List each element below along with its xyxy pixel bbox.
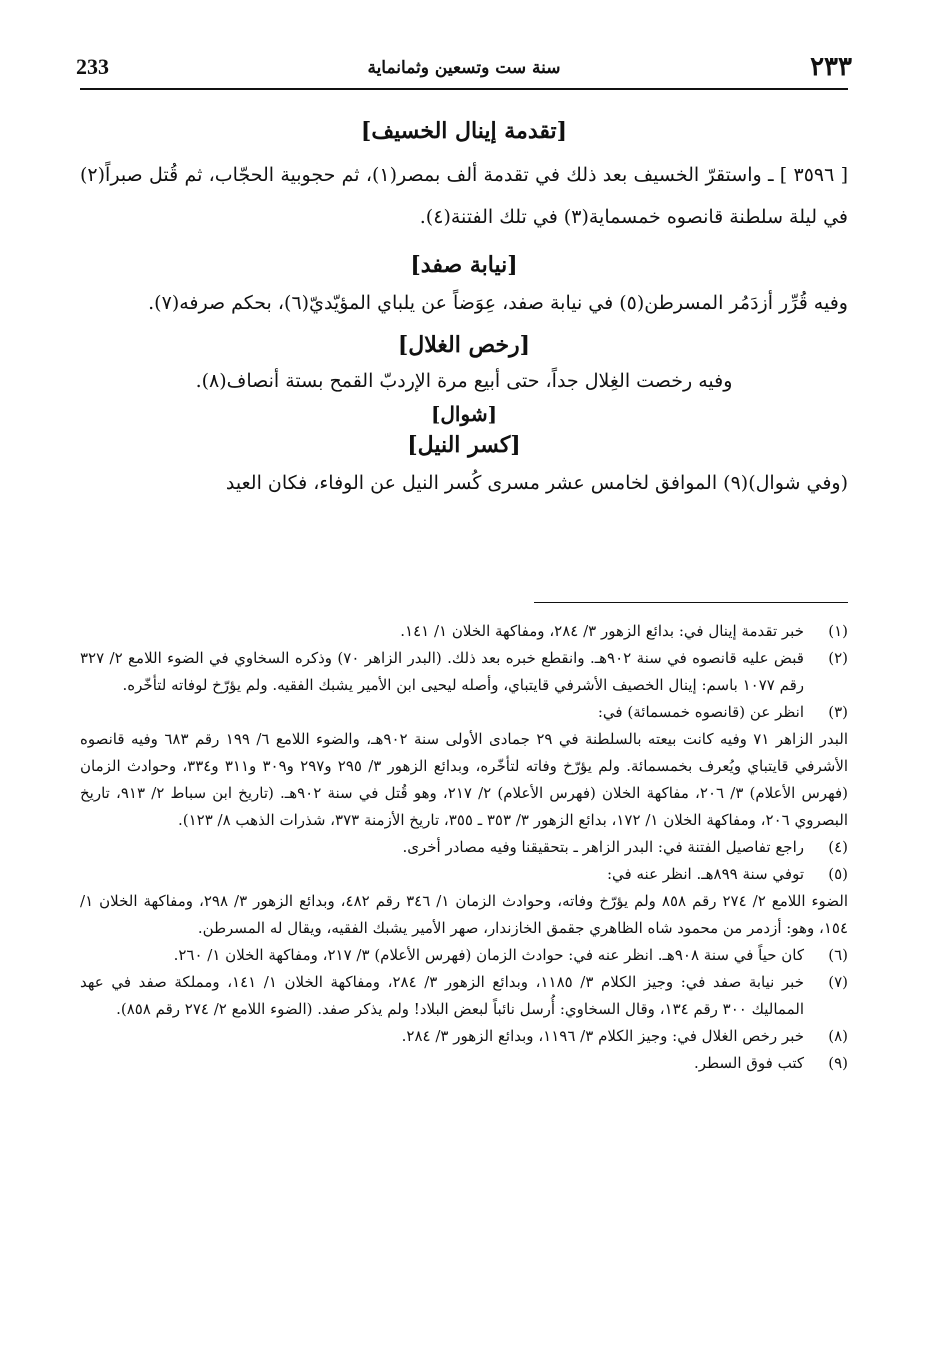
page-number-arabic: ٢٣٣	[810, 52, 852, 82]
entry-paragraph: [ ٣٥٩٦ ] ـ واستقرّ الخسيف بعد ذلك في تقدمة ألف بمصر(١)، ثم حجوبية الحجّاب، ثم قُتل صبراً(٢) في ليلة سلطنة قانصوه خمسماية(٣) في تلك الفتنة(٤).	[80, 164, 849, 228]
footnote	[80, 834, 848, 861]
footnote	[80, 1023, 848, 1050]
footnote	[80, 645, 848, 699]
main-text	[80, 110, 848, 504]
page-header	[76, 52, 852, 90]
footnote	[80, 699, 848, 726]
footnote-text: راجع تفاصيل الفتنة في: البدر الزاهر ـ بتحقيقنا وفيه مصادر أخرى.	[402, 838, 804, 856]
page-number-latin: 233	[76, 54, 109, 79]
footnote-text: خبر نيابة صفد في: وجيز الكلام ٣/ ١١٨٥، وبدائع الزهور ٣/ ٢٨٤، ومفاكهة الخلان ١/ ١٤١، ومملكة صفد في عهد المماليك ٣٠٠ رقم ١٣٤، وقال السخاوي: أُرسل نائباً لبعض البلاد! ولم يذكر صفد. (الضوء اللامع ٢/ ٢٧٤ رقم ٨٥٨).	[80, 973, 804, 1018]
section-title: [تقدمة إينال الخسيف]	[360, 118, 568, 144]
footnote-text: انظر عن (قانصوه خمسمائة) في:	[597, 703, 804, 721]
footnote-number: (٧)	[828, 973, 848, 991]
footnotes	[80, 618, 848, 1077]
running-title: سنة ست وتسعين وثمانماية	[367, 58, 561, 78]
footnote-text: البدر الزاهر ٧١ وفيه كانت بيعته بالسلطنة في ٢٩ جمادى الأولى سنة ٩٠٢هـ، والضوء اللامع ٦/ ١٩٩ رقم ٦٨٣ وفيه قانصوه الأشرفي قايتباي ويُعرف بخمسمائة. ولم يؤرّخ وفاته لتأخّره، وبدائع الزهور ٣/ ٢٩٥ و٢٩٧ و٣٠٩ و٣١١ و٣٣٤، وحوادث الزمان (فهرس الأعلام) ٣/ ٢٠٦، مفاكهة الخلان (فهرس الأعلام) ٢/ ٢١٧، وهو قُتل في سنة ٩٠٢هـ. (تاريخ ابن سباط ٢/ ٩١٣، تاريخ البصروي ٢٠٦، ومفاكهة الخلان ١/ ١٧٢، بدائع الزهور ٣/ ٣٥٣ ـ ٣٥٥، تاريخ الأزمنة ٣٧٣، شذرات الذهب ٨/ ١٢٣).	[80, 730, 849, 829]
footnote-separator	[534, 602, 848, 603]
footnote	[80, 1050, 848, 1077]
section-paragraph: وفيه رخصت الغِلال جداً، حتى أبيع مرة الإردبّ القمح بستة أنصاف(٨).	[195, 370, 733, 392]
footnote-number: (٨)	[828, 1027, 848, 1045]
footnote	[80, 861, 848, 888]
footnote	[80, 969, 848, 1023]
footnote-continuation	[80, 888, 848, 942]
footnote-text: الضوء اللامع ٢/ ٢٧٤ رقم ٨٥٨ ولم يؤرّخ وفاته، وحوادث الزمان ١/ ٣٤٦ رقم ٤٨٢، وبدائع الزهور ٣/ ٢٩٨، ومفاكهة الخلان ١/ ١٥٤، وهو: أزدمر من محمود شاه الظاهري جقمق الخازندار، صهر الأمير يشبك الفقيه، ويقال له المسرطن.	[80, 892, 849, 937]
footnote	[80, 942, 848, 969]
footnote-number: (٥)	[828, 865, 848, 883]
footnote-text: كان حياً في سنة ٩٠٨هـ. انظر عنه في: حوادث الزمان (فهرس الأعلام) ٣/ ٢١٧، ومفاكهة الخلان ١/ ٢٦٠.	[173, 946, 804, 964]
footnote-text: خبر رخص الغلال في: وجيز الكلام ٣/ ١١٩٦، وبدائع الزهور ٣/ ٢٨٤.	[401, 1027, 804, 1045]
footnote-number: (٣)	[828, 703, 848, 721]
footnote-number: (١)	[828, 622, 848, 640]
footnote-text: خبر تقدمة إينال في: بدائع الزهور ٣/ ٢٨٤، ومفاكهة الخلان ١/ ١٤١.	[400, 622, 804, 640]
section-title: [نيابة صفد]	[410, 252, 518, 278]
footnote-number: (٢)	[828, 649, 848, 667]
footnote-number: (٤)	[828, 838, 848, 856]
month-title: [شوال]	[430, 402, 498, 426]
footnote-text: كتب فوق السطر.	[694, 1054, 804, 1072]
section-title: [كسر النيل]	[407, 432, 521, 458]
footnote	[80, 618, 848, 645]
section-title: [رخص الغلال]	[397, 332, 531, 358]
section-paragraph: وفيه قُرِّر أزدَمُر المسرطن(٥) في نيابة صفد، عِوَضاً عن يلباي المؤيّديّ(٦)، بحكم صرفه(٧).	[148, 292, 848, 314]
footnote-text: توفي سنة ٨٩٩هـ. انظر عنه في:	[607, 865, 804, 883]
footnote-continuation	[80, 726, 848, 834]
section-paragraph: (وفي شوال)(٩) الموافق لخامس عشر مسرى كُسر النيل عن الوفاء، فكان العيد	[225, 472, 848, 494]
footnote-text: قبض عليه قانصوه في سنة ٩٠٢هـ. وانقطع خبره بعد ذلك. (البدر الزاهر ٧٠) وذكره السخاوي في الضوء اللامع ٢/ ٣٢٧ رقم ١٠٧٧ باسم: إينال الخصيف الأشرفي قايتباي، وأصله ليحيى ابن الأمير يشبك الفقيه. ولم يؤرّخ لوفاته لتأخّره.	[80, 649, 804, 694]
footnote-number: (٩)	[828, 1054, 848, 1072]
footnote-number: (٦)	[828, 946, 848, 964]
